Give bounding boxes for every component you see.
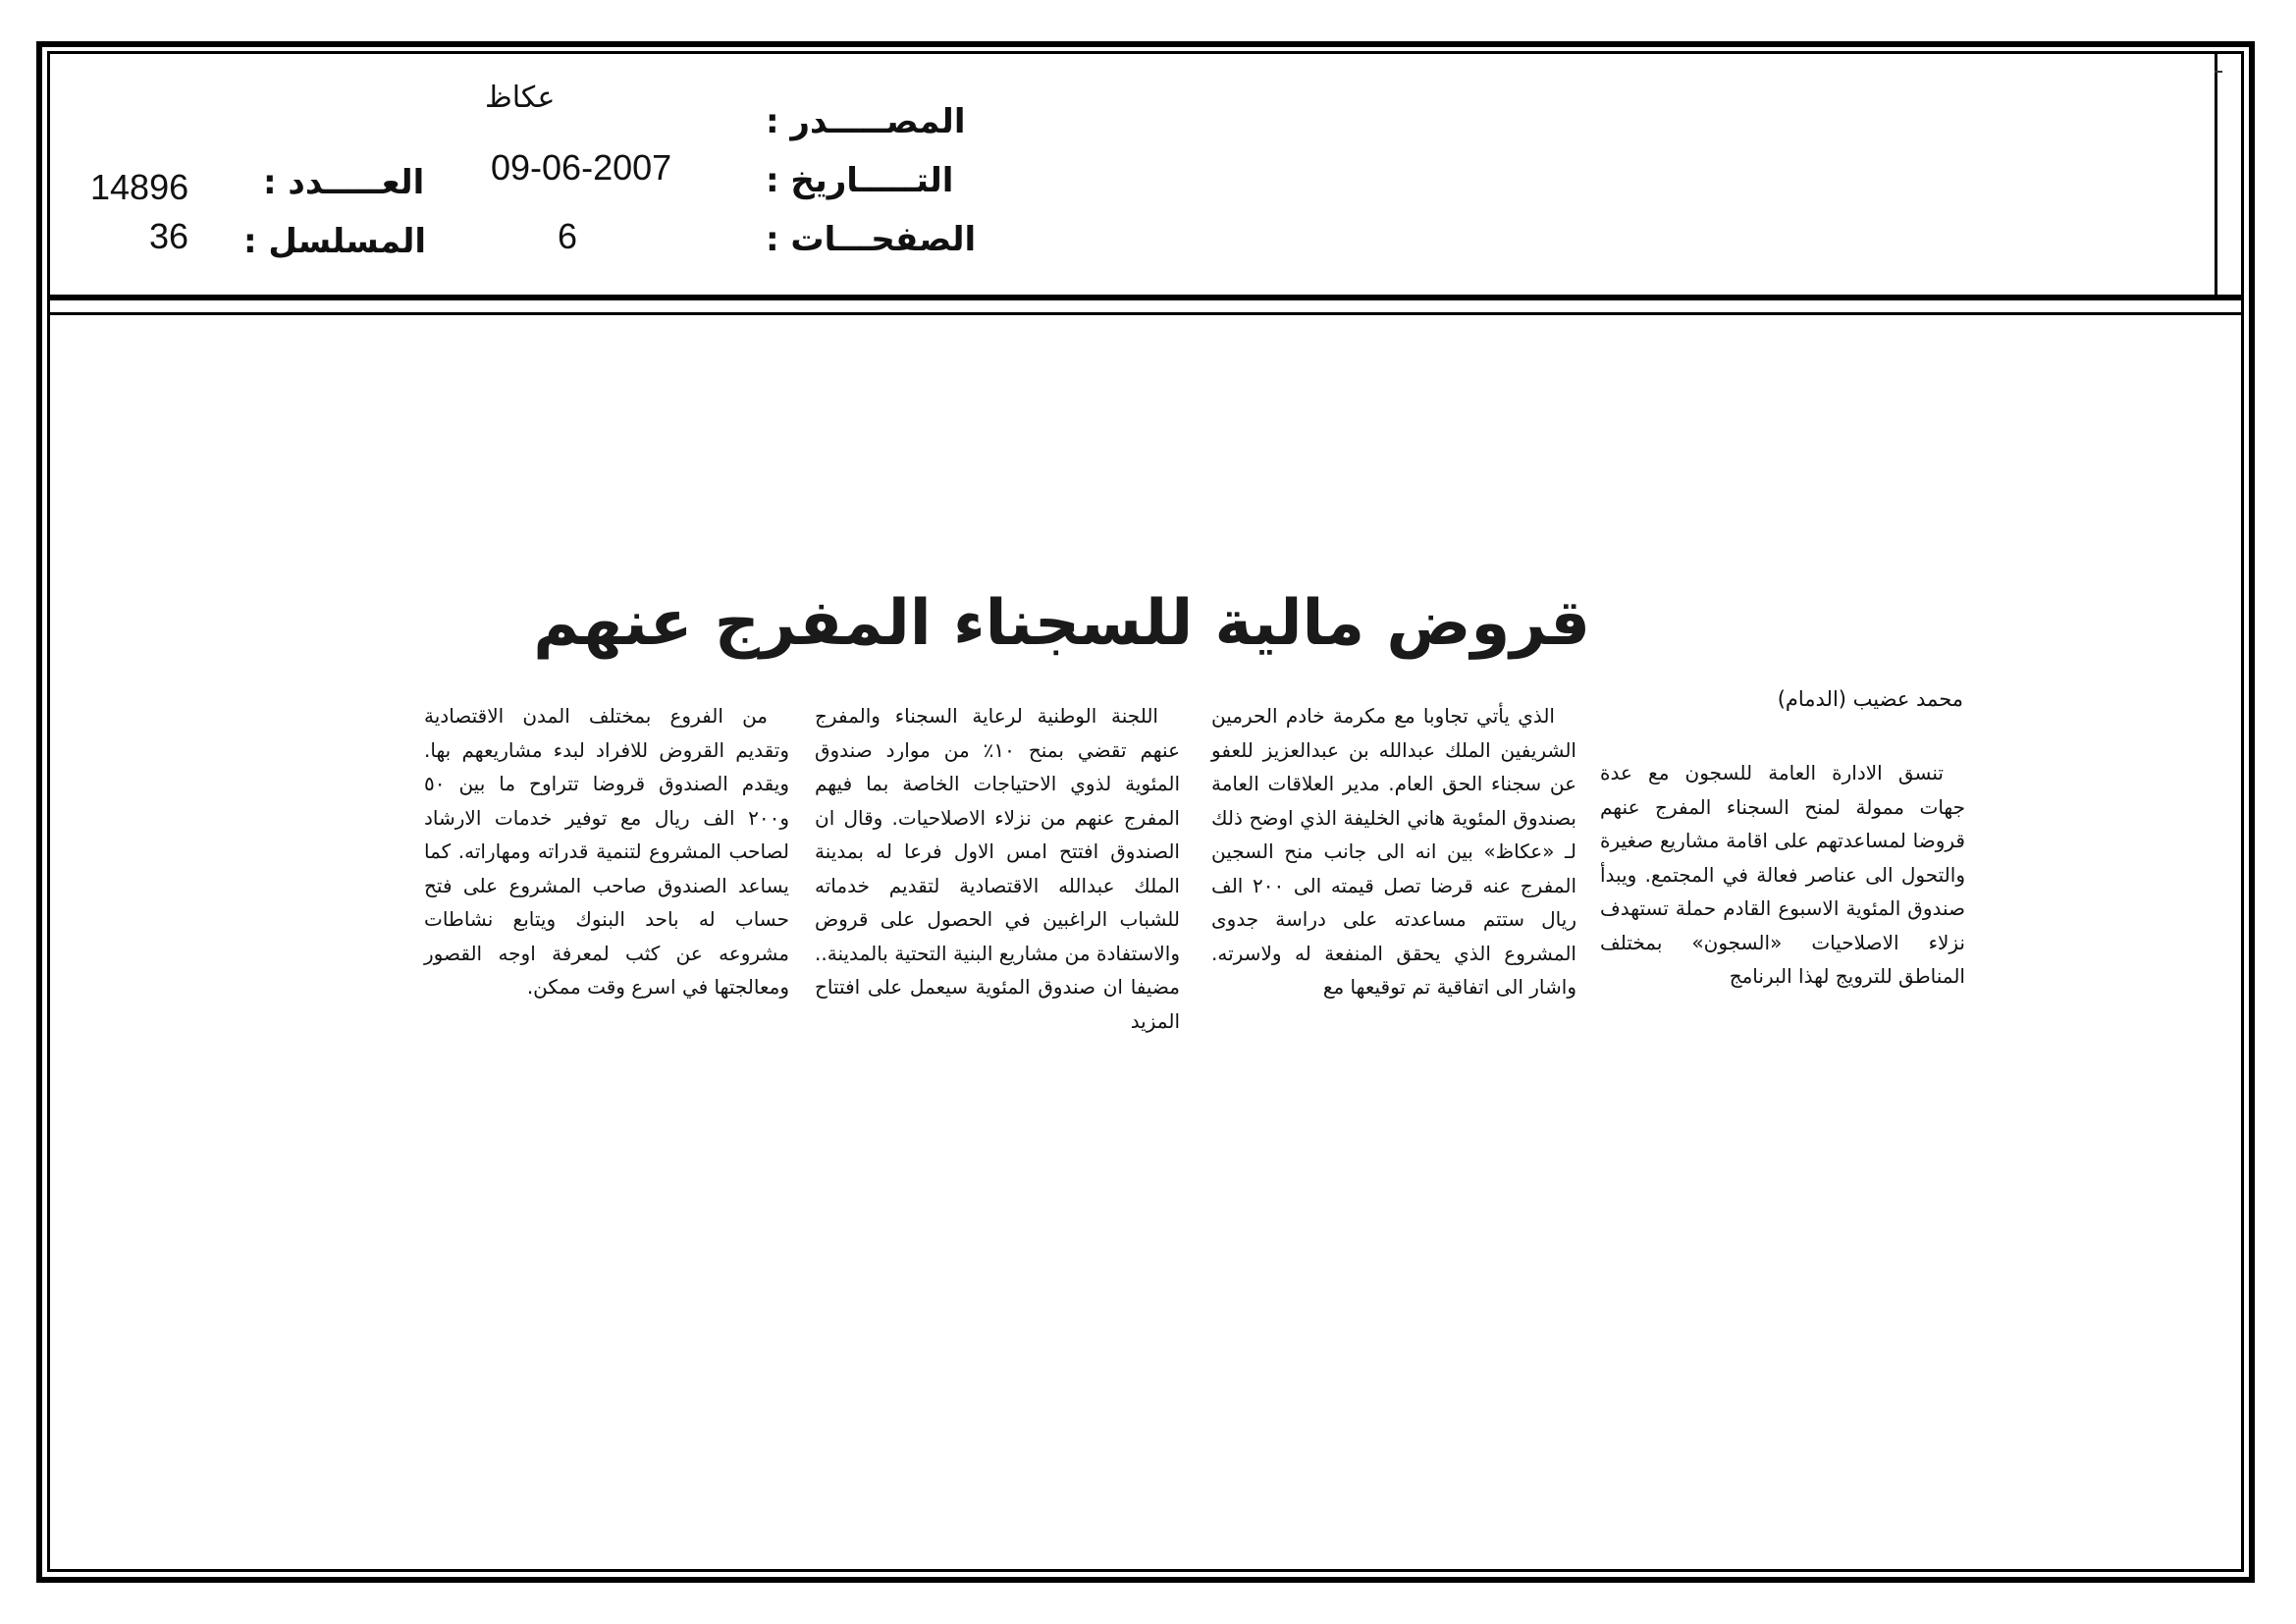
serial-value: 36 [149,216,189,256]
serial-label: المسلسل : [243,222,427,261]
source-value: عكاظ [485,81,556,115]
header-divider-thin [47,312,2244,315]
source-label: المصـــــدر : [766,102,966,141]
article-headline: قروض مالية للسجناء المفرج عنهم [533,587,1590,660]
date-label: التـــــاريخ : [766,161,954,200]
article-column-3 [815,699,1180,1038]
article-column-4 [424,699,789,1004]
date-value: 09-06-2007 [491,147,672,188]
article-column-text: الذي يأتي تجاوبا مع مكرمة خادم الحرمين الشريفين الملك عبدالله بن عبدالعزيز للعفو عن سجناء الحق العام. مدير العلاقات العامة بصندوق المئوية هاني الخليفة الذي اوضح ذلك لـ «عكاظ» بين انه الى جانب منح السجين المفرج عنه قرضا تصل قيمته الى ٢٠٠ الف ريال ستتم مساعدته على دراسة جدوى المشروع الذي يحقق المنفعة له ولاسرته. واشار الى اتفاقية تم توقيعها مع [1211,704,1576,999]
header-divider-thick [47,295,2244,300]
header-right-rule [2215,51,2217,297]
article-column-1 [1600,756,1965,994]
corner-mark [2215,71,2222,73]
article-column-text: من الفروع بمختلف المدن الاقتصادية وتقديم القروض للافراد لبدء مشاريعهم بها. ويقدم الصندوق قروضا تتراوح ما بين ٥٠ و٢٠٠ الف ريال مع توفير خدمات الارشاد لصاحب المشروع لتنمية قدراته ومهاراته. كما يساعد الصندوق صاحب المشروع على فتح حساب له باحد البنوك ويتابع نشاطات مشروعه عن كثب لمعرفة اوجه القصور ومعالجتها في اسرع وقت ممكن. [424,704,789,999]
article-column-2 [1211,699,1576,1004]
article-byline: محمد عضيب (الدمام) [1777,687,1963,711]
pages-label: الصفحـــات : [766,220,977,259]
issue-value: 14896 [90,167,189,207]
article-column-text: اللجنة الوطنية لرعاية السجناء والمفرج عنهم تقضي بمنح ١٠٪ من موارد صندوق المئوية لذوي الاحتياجات الخاصة بما فيهم المفرج عنهم من نزلاء الاصلاحيات. وقال ان الصندوق افتتح امس الاول فرعا له بمدينة الملك عبدالله الاقتصادية لتقديم خدماته للشباب الراغبين في الحصول على قروض والاستفادة من مشاريع البنية التحتية بالمدينة.. مضيفا ان صندوق المئوية سيعمل على افتتاح المزيد [815,704,1180,1033]
issue-label: العـــــدد : [263,163,425,202]
pages-value: 6 [558,216,578,256]
article-column-text: تنسق الادارة العامة للسجون مع عدة جهات ممولة لمنح السجناء المفرج عنهم قروضا لمساعدتهم على اقامة مشاريع صغيرة والتحول الى عناصر فعالة في المجتمع. ويبدأ صندوق المئوية الاسبوع القادم حملة تستهدف نزلاء الاصلاحيات «السجون» بمختلف المناطق للترويج لهذا البرنامج [1600,761,1965,988]
